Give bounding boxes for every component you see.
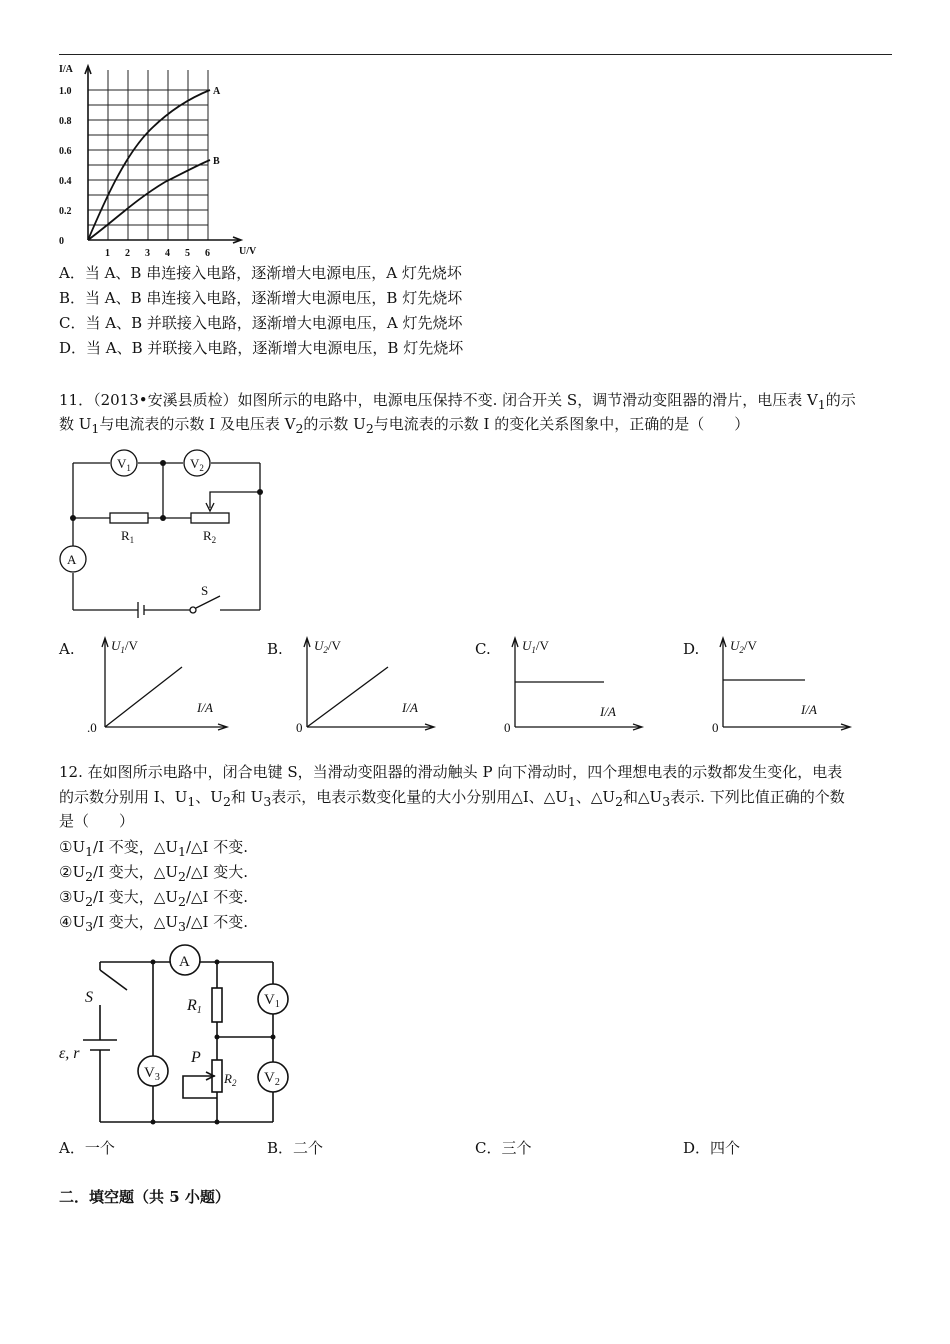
q12-option-c[interactable]: C．三个: [475, 1139, 532, 1157]
q12-l2-5: 3: [263, 794, 272, 809]
svg-text:R1: R1: [187, 997, 202, 1016]
q12-stem-line3: 是（ ）: [59, 812, 135, 830]
q12-option-b[interactable]: B．二个: [267, 1139, 324, 1157]
q12-option-a[interactable]: A．一个: [59, 1139, 115, 1157]
q11-stem-line2: [59, 413, 749, 440]
q11-choice-d-graph[interactable]: [708, 632, 858, 737]
q11-l2-2: 与电流表的示数 I 及电压表 V: [99, 415, 296, 433]
q12-ammeter-label: A: [179, 954, 190, 970]
q11-ammeter-label: A: [67, 552, 77, 567]
q12-v3-label: V: [144, 1065, 155, 1081]
svg-text:U2/V: $U_2/V$: [730, 638, 757, 655]
svg-text:0: 0: [712, 720, 719, 735]
q11-b-line: [307, 667, 388, 727]
q11-choice-c-letter[interactable]: C.: [475, 640, 491, 658]
q11-l2-4: 的示数 U: [303, 415, 366, 433]
q11-a-line: [105, 667, 182, 727]
x-tick-6: 6: [205, 248, 210, 259]
q12-item-4: $④U_3/I$ 变大，$\triangle U_3/\triangle I$ 不变.: [59, 913, 248, 934]
svg-text:V1: [117, 456, 131, 473]
q11-choice-d-letter[interactable]: D.: [683, 640, 700, 658]
q12-emf-label: ε, r: [59, 1045, 80, 1062]
svg-text:V2: [190, 456, 204, 473]
svg-text:0: 0: [504, 720, 511, 735]
y-axis-label: I/A: [59, 64, 73, 75]
svg-text:I/A: I/A: [600, 704, 616, 719]
svg-text:U2/V: $U_2/V$: [314, 638, 341, 655]
q11-stem-line1: [59, 389, 856, 416]
q11-choice-b-letter[interactable]: B.: [267, 640, 283, 658]
svg-text:.0: .0: [87, 720, 97, 735]
q12-p-label: P: [191, 1049, 201, 1066]
q11-v1-label: V: [117, 456, 127, 471]
q11-r1-label: R: [121, 528, 130, 543]
y-tick-0: 0: [59, 236, 64, 247]
svg-text:V3: $V_3$: [144, 1065, 160, 1083]
y-tick-0.4: 0.4: [59, 176, 72, 187]
y-tick-1.0: 1.0: [59, 86, 72, 97]
x-tick-5: 5: [185, 248, 190, 259]
q11-stem-text-b: 的示: [825, 391, 856, 409]
q10-graph: [55, 60, 275, 260]
curve-b-label: B: [213, 156, 220, 167]
q11-r2-label: R: [203, 528, 212, 543]
q12-stem-line2: [59, 786, 845, 813]
q11-switch-label: S: [201, 583, 209, 598]
q12-l2-6: 表示，电表示数变化量的大小分别用△I、△U: [271, 788, 568, 806]
svg-text:U1/V: $U_1/V$: [522, 638, 549, 655]
q12-l2-1: 1: [187, 794, 196, 809]
q12-item-1: $①U_1/I$ 不变，$\triangle U_1/\triangle I$ 不变.: [59, 838, 248, 859]
q12-stem-line1: 12. 在如图所示电路中，闭合电键 S，当滑动变阻器的滑动触头 P 向下滑动时，四个理想电表的示数都发生变化，电表: [59, 763, 843, 781]
x-tick-3: 3: [145, 248, 150, 259]
q12-l2-9: 2: [615, 794, 624, 809]
q11-choice-a-graph[interactable]: [85, 632, 235, 737]
q10-option-c[interactable]: C．当 A、B 并联接入电路，逐渐增大电源电压，A 灯先烧坏: [59, 314, 463, 332]
q12-l2-3: 2: [222, 794, 231, 809]
svg-text:V1: $V_1$: [264, 992, 280, 1010]
q12-l2-8: 、△U: [575, 788, 616, 806]
q12-l2-11: 3: [662, 794, 671, 809]
q11-v2-label: V: [190, 456, 200, 471]
q12-v1-label: V: [264, 992, 275, 1008]
q12-l2-2: 、U: [195, 788, 223, 806]
svg-text:R2: [203, 528, 216, 545]
x-axis-label: U/V: [239, 246, 257, 257]
q11-r1-sub: 1: [129, 535, 135, 545]
svg-text:R2: $R_2$: [224, 1071, 237, 1088]
q11-choice-c-graph[interactable]: [500, 632, 650, 737]
x-tick-1: 1: [105, 248, 110, 259]
q11-l2-5: 2: [365, 421, 374, 436]
q11-choice-a-letter[interactable]: A.: [59, 640, 75, 658]
q10-option-b[interactable]: B．当 A、B 串连接入电路，逐渐增大电源电压，B 灯先烧坏: [59, 289, 463, 307]
q12-l2-12: 表示. 下列比值正确的个数: [670, 788, 845, 806]
q11-choice-b-graph[interactable]: [292, 632, 442, 737]
top-rule: [59, 54, 892, 55]
curve-a-label: A: [213, 86, 221, 97]
q10-option-d[interactable]: D．当 A、B 并联接入电路，逐渐增大电源电压，B 灯先烧坏: [59, 339, 464, 357]
y-tick-0.2: 0.2: [59, 206, 72, 217]
q11-l2-6: 与电流表的示数 I 的变化关系图象中，正确的是（ ）: [373, 415, 750, 433]
x-tick-4: 4: [165, 248, 170, 259]
q12-item-2: $②U_2/I$ 变大，$\triangle U_2/\triangle I$ 变大.: [59, 863, 248, 884]
q11-l2-3: 2: [295, 421, 304, 436]
q11-v2-sub: 2: [199, 463, 204, 473]
y-tick-0.8: 0.8: [59, 116, 72, 127]
svg-text:I/A: I/A: [197, 700, 213, 715]
svg-text:R1: [121, 528, 134, 545]
q12-l2-4: 和 U: [230, 788, 264, 806]
q12-l2-0: 的示数分别用 I、U: [59, 788, 188, 806]
q11-stem-text-a: 11．（2013•安溪县质检）如图所示的电路中，电源电压保持不变. 闭合开关 S，调节滑动变阻器的滑片，电压表 V: [59, 391, 818, 409]
q12-r1-label: R: [187, 997, 197, 1014]
q11-circuit: [55, 448, 275, 618]
q12-circuit: [55, 940, 300, 1130]
x-tick-2: 2: [125, 248, 130, 259]
q12-l2-10: 和△U: [623, 788, 663, 806]
q12-option-d[interactable]: D．四个: [683, 1139, 741, 1157]
y-tick-0.6: 0.6: [59, 146, 72, 157]
svg-text:0: 0: [296, 720, 303, 735]
svg-text:I/A: I/A: [402, 700, 418, 715]
q11-sub-v1: 1: [817, 397, 826, 412]
q12-item-3: $③U_2/I$ 变大，$\triangle U_2/\triangle I$ 不变.: [59, 888, 248, 909]
q10-option-a[interactable]: A．当 A、B 串连接入电路，逐渐增大电源电压，A 灯先烧坏: [59, 264, 462, 282]
svg-text:I/A: I/A: [801, 702, 817, 717]
section-heading-fill-in: 二．填空题（共 5 小题）: [59, 1188, 230, 1206]
q11-l2-0: 数 U: [59, 415, 92, 433]
q12-switch-label: S: [85, 989, 93, 1006]
svg-text:U1/V: $U_1/V$: [111, 638, 138, 655]
q11-v1-sub: 1: [126, 463, 131, 473]
q11-r2-sub: 2: [211, 535, 217, 545]
q12-v2-label: V: [264, 1070, 275, 1086]
q12-r2-label: R: [224, 1071, 232, 1086]
q11-l2-1: 1: [91, 421, 100, 436]
svg-text:V2: $V_2$: [264, 1070, 280, 1088]
q12-l2-7: 1: [567, 794, 576, 809]
